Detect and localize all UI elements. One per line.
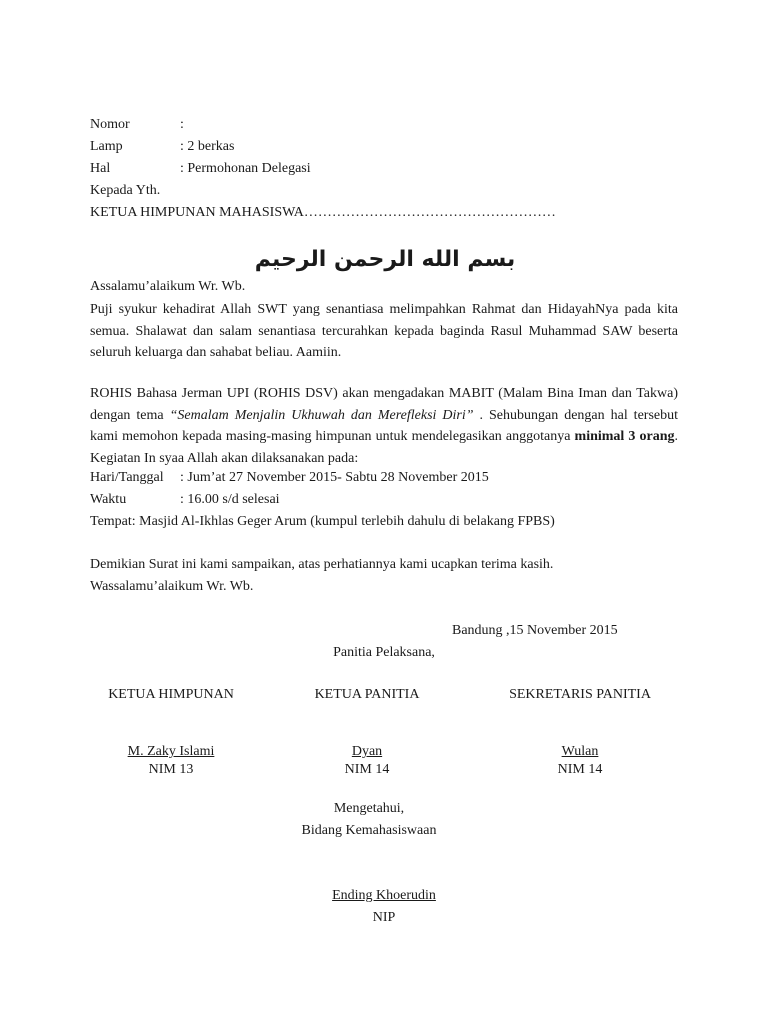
waktu-value: : 16.00 s/d selesai: [180, 492, 280, 507]
sekretaris-nim: NIM 14: [557, 762, 603, 777]
main-paragraph: [90, 383, 678, 469]
ketua-panitia-nim: NIM 14: [344, 762, 390, 777]
basmalah: بسم الله الرحمن الرحيم: [254, 247, 516, 272]
salam-line: Wassalamu’alaikum Wr. Wb.: [90, 579, 254, 594]
ketua-panitia-title: KETUA PANITIA: [314, 687, 420, 702]
main-text-a: ROHIS Bahasa Jerman UPI (ROHIS DSV) akan mengadakan MABIT (Malam Bina Iman dan Takwa) dengan tema: [90, 386, 678, 423]
approver-nip: NIP: [372, 910, 396, 925]
ketua-panitia-name-wrap: [282, 742, 452, 762]
theme-text: “Semalam Menjalin Ukhuwah dan Merefleksi Diri”: [169, 407, 474, 423]
main-text-b: . Sehubungan dengan hal tersebut kami memohon kepada masing-masing himpunan untuk mendelegasikan anggotanya: [90, 407, 679, 444]
closing-line: Demikian Surat ini kami sampaikan, atas perhatiannya kami ucapkan terima kasih.: [90, 557, 554, 572]
bidang-label: Bidang Kemahasiswaan: [301, 823, 437, 838]
opening-paragraph: [90, 299, 678, 364]
main-text-c: . Kegiatan In syaa Allah akan dilaksanakan pada:: [90, 429, 678, 466]
minimum-delegates: minimal 3 orang: [574, 429, 675, 444]
sekretaris-name-wrap: [480, 742, 680, 762]
nomor-label: Nomor: [90, 117, 130, 132]
nomor-value: :: [180, 117, 184, 132]
recipient-line: KETUA HIMPUNAN MAHASISWA………………………………………………: [90, 205, 556, 220]
hari-value: : Jum’at 27 November 2015- Sabtu 28 November 2015: [180, 470, 489, 485]
approver-name-wrap: [234, 886, 534, 906]
committee-label: Panitia Pelaksana,: [333, 645, 435, 660]
kepada-line: Kepada Yth.: [90, 183, 161, 198]
hari-label: Hari/Tanggal: [90, 470, 164, 485]
hal-value: : Permohonan Delegasi: [180, 161, 311, 176]
lamp-value: : 2 berkas: [180, 139, 235, 154]
lamp-label: Lamp: [90, 139, 123, 154]
greeting: Assalamu’alaikum Wr. Wb.: [90, 279, 246, 294]
waktu-label: Waktu: [90, 492, 127, 507]
letter-date: Bandung ,15 November 2015: [452, 623, 618, 638]
ketua-himpunan-nim: NIM 13: [148, 762, 194, 777]
opening-text: Puji syukur kehadirat Allah SWT yang senantiasa melimpahkan Rahmat dan HidayahNya pada kita semua. Shalawat dan salam senantiasa tercurahkan kepada baginda Rasul Muhammad SAW beserta seluruh keluarga dan sahabat beliau. Aamiin.: [90, 302, 678, 360]
mengetahui-label: Mengetahui,: [333, 801, 405, 816]
sekretaris-title: SEKRETARIS PANITIA: [509, 687, 651, 702]
sekretaris-name: Wulan: [561, 744, 599, 759]
ketua-himpunan-name-wrap: [86, 742, 256, 762]
ketua-panitia-name: Dyan: [351, 744, 383, 759]
hal-label: Hal: [90, 161, 111, 176]
approver-name: Ending Khoerudin: [332, 888, 436, 903]
tempat-line: Tempat: Masjid Al-Ikhlas Geger Arum (kumpul terlebih dahulu di belakang FPBS): [90, 514, 555, 529]
ketua-himpunan-title: KETUA HIMPUNAN: [108, 687, 234, 702]
ketua-himpunan-name: M. Zaky Islami: [127, 744, 215, 759]
